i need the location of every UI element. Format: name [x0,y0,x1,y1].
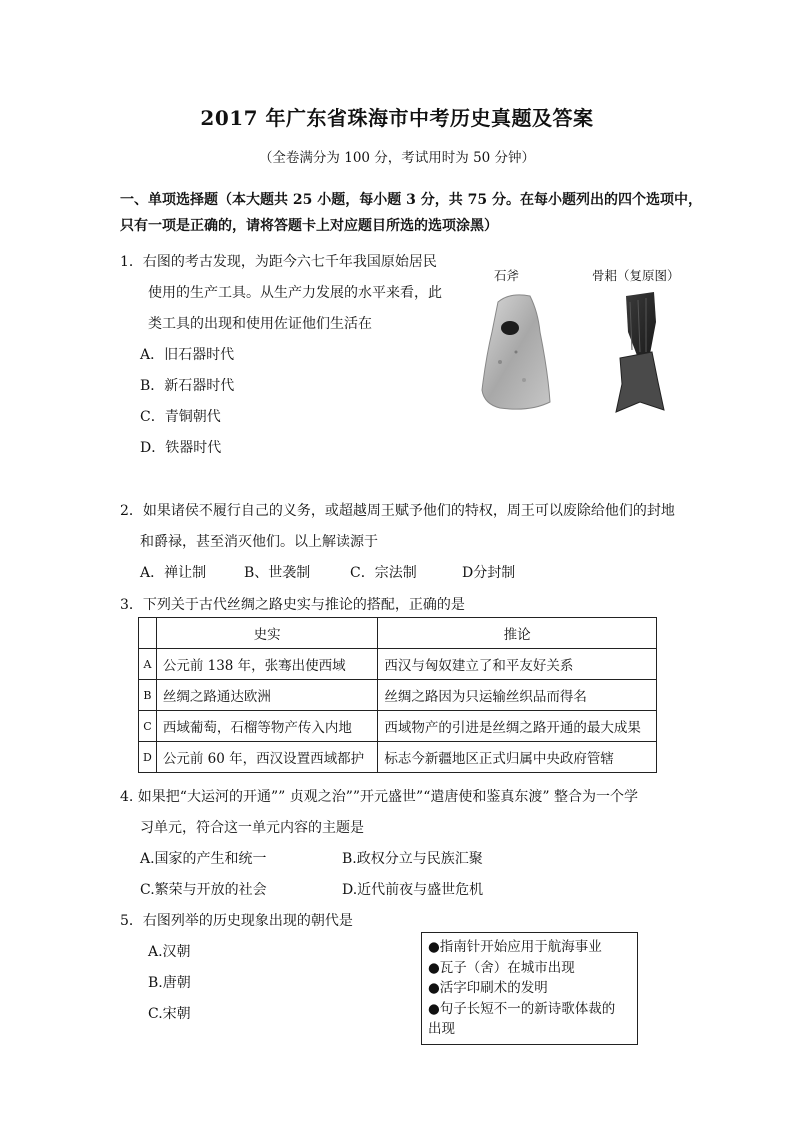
clue-item-continuation: 出现 [428,1021,455,1037]
q4-option-a: A.国家的产生和统一 [140,851,267,867]
table-row [139,742,657,773]
q1-option-c: C．青铜朝代 [140,409,221,425]
table-row [139,649,657,680]
q2-stem-line1: 2．如果诸侯不履行自己的义务，或超越周王赋予他们的特权，周王可以废除给他们的封地 [120,503,675,519]
clue-item: ●句子长短不一的新诗歌体裁的 [428,1000,616,1017]
table-row [139,711,657,742]
clue-item: ●瓦子（舍）在城市出现 [428,959,575,976]
section-heading-line2: 只有一项是正确的，请将答题卡上对应题目所选的选项涂黑） [120,218,498,234]
bone-spade-label: 骨耜（复原图） [592,268,680,283]
q1-artifact-figure [470,262,680,432]
q1-option-a: A．旧石器时代 [140,347,235,363]
q2-option-a: A．禅让制 [140,565,207,581]
bone-spade-blade [616,352,664,412]
q1-stem-line3: 类工具的出现和使用佐证他们生活在 [148,316,372,332]
stone-axe-label: 石斧 [494,268,520,283]
q5-option-a: A.汉朝 [148,944,191,960]
clue-item: ●指南针开始应用于航海事业 [428,939,602,955]
q5-option-b: B.唐朝 [148,975,191,991]
table-header-inference: 推论 [378,618,657,649]
q1-option-d: D．铁器时代 [140,440,222,456]
q4-stem-line1: 4. 如果把“大运河的开通”” 贞观之治””开元盛世”“遣唐使和鉴真东渡” 整合为一个学 [120,789,638,805]
row-label: C [139,711,157,742]
table-row [139,680,657,711]
row-label: B [139,680,157,711]
artifact-drawing [470,262,680,432]
q5-option-c: C.宋朝 [148,1006,191,1022]
q1-option-b: B．新石器时代 [140,378,235,394]
q1-stem-line1: 1．右图的考古发现，为距今六七千年我国原始居民 [120,254,437,270]
row-fact: 西域葡萄，石榴等物产传入内地 [156,711,378,742]
q3-table [138,617,657,773]
row-fact: 公元前 60 年，西汉设置西域都护 [156,742,378,773]
q5-clue-box [421,932,638,1045]
row-inference: 西域物产的引进是丝绸之路开通的最大成果 [378,711,657,742]
q2-stem-line2: 和爵禄，甚至消灭他们。以上解读源于 [140,534,378,550]
q5-stem: 5．右图列举的历史现象出现的朝代是 [120,913,353,929]
row-inference: 西汉与匈奴建立了和平友好关系 [378,649,657,680]
table-header-fact: 史实 [156,618,378,649]
section-heading-line1: 一、单项选择题（本大题共 25 小题，每小题 3 分，共 75 分。在每小题列出的四个选项中， [120,192,702,208]
q3-stem: 3．下列关于古代丝绸之路史实与推论的搭配，正确的是 [120,597,465,613]
row-inference: 丝绸之路因为只运输丝织品而得名 [378,680,657,711]
q2-option-b: B、世袭制 [244,565,311,581]
row-inference: 标志今新疆地区正式归属中央政府管辖 [378,742,657,773]
row-label: A [139,649,157,680]
q4-stem-line2: 习单元，符合这一单元内容的主题是 [140,820,364,836]
page-title: 2017 年广东省珠海市中考历史真题及答案 [200,106,594,130]
row-label: D [139,742,157,773]
row-fact: 丝绸之路通达欧洲 [156,680,378,711]
q4-option-c: C.繁荣与开放的社会 [140,882,267,898]
row-fact: 公元前 138 年，张骞出使西域 [156,649,378,680]
exam-info: （全卷满分为 100 分，考试用时为 50 分钟） [258,150,536,166]
q2-option-c: C．宗法制 [350,565,417,581]
clue-item: ●活字印刷术的发明 [428,980,548,996]
table-header-row [139,618,657,649]
q1-stem-line2: 使用的生产工具。从生产力发展的水平来看，此 [148,285,442,301]
q4-option-d: D.近代前夜与盛世危机 [342,882,484,898]
q2-option-d: D分封制 [462,565,516,581]
q4-option-b: B.政权分立与民族汇聚 [342,851,483,867]
stone-axe-hole [501,321,519,335]
table-header-blank [139,618,157,649]
